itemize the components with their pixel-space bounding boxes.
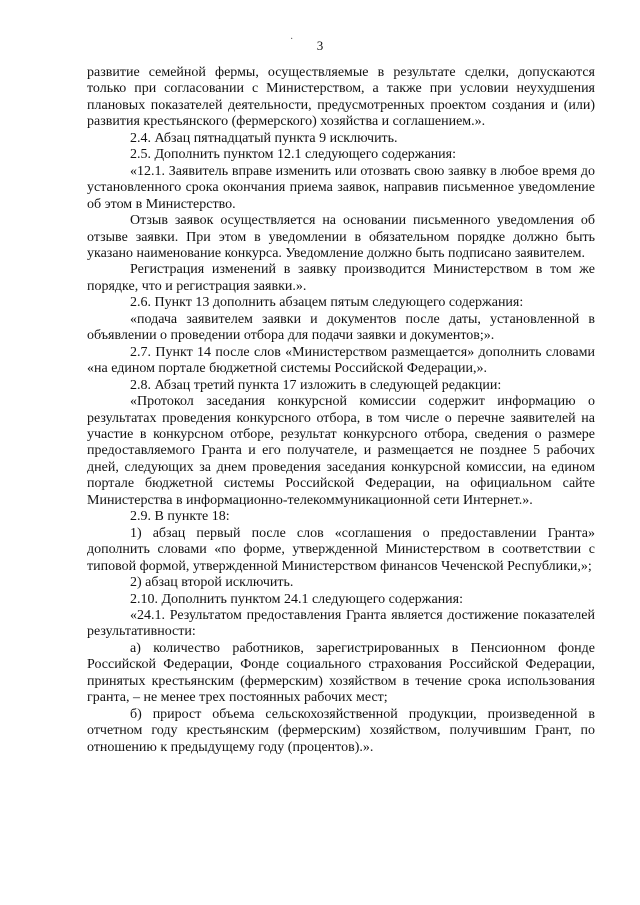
paragraph-18: б) прирост объема сельскохозяйственной продукции, произведенной в отчетном году крестьянским (фермерским) хозяйством, получившим Грант, по отношению к предыдущему году (процентов).». [87,706,595,755]
paragraph-7: 2.6. Пункт 13 дополнить абзацем пятым следующего содержания: [130,295,524,311]
paragraph-6: Регистрация изменений в заявку производится Министерством в том же порядке, что и регистрация заявки.». [87,262,595,294]
paragraph-4: «12.1. Заявитель вправе изменить или отозвать свою заявку в любое время до установленного срока окончания приема заявок, направив письменное уведомление об этом в Министерство. [87,163,595,212]
scan-dot: · [290,34,294,45]
paragraph-11: «Протокол заседания конкурсной комиссии содержит информацию о результатах проведения конкурсного отбора, в том числе о перечне заявителей на участие в конкурсном отборе, результат конкурсного отбора, сведения о размере предоставляемого Гранта и его получателе, и размещается не позднее 5 рабочих дней, следующих за днем проведения заседания конкурсной комиссии, на едином портале бюджетной системы Российской Федерации, на официальном сайте Министерства в информационно-телекоммуникационной сети Интернет.». [87,394,595,508]
paragraph-13: 1) абзац первый после слов «соглашения о предоставлении Гранта» дополнить словами «по форме, утвержденной Министерством в соответствии с типовой формой, утвержденной Министерством финансов Чеченской Республики,»; [87,525,595,574]
paragraph-10: 2.8. Абзац третий пункта 17 изложить в следующей редакции: [130,377,502,393]
paragraph-8: «подача заявителем заявки и документов после даты, установленной в объявлении о проведении отбора для подачи заявки и документов;». [87,311,595,344]
paragraph-9: 2.7. Пункт 14 после слов «Министерством размещается» дополнить словами «на едином портале бюджетной системы Российской Федерации,». [87,344,595,377]
paragraph-3: 2.5. Дополнить пунктом 12.1 следующего содержания: [130,147,457,163]
paragraph-16: «24.1. Результатом предоставления Гранта является достижение показателей результативности: [87,607,595,640]
paragraph-15: 2.10. Дополнить пунктом 24.1 следующего содержания: [130,591,464,607]
paragraph-17: а) количество работников, зарегистрированных в Пенсионном фонде Российской Федерации, Фонде социального страхования Российской Федерации, принятых крестьянским (фермерским) хозяйством в течение срока использования гранта, – не менее трех постоянных рабочих мест; [87,640,595,706]
paragraph-5: Отзыв заявок осуществляется на основании письменного уведомления об отзыве заявки. При этом в уведомлении в обязательном порядке должно быть указано наименование конкурса. Уведомление должно быть подписано заявителем. [87,213,595,261]
paragraph-12: 2.9. В пункте 18: [130,509,230,525]
page-number: 3 [316,38,324,53]
paragraph-2: 2.4. Абзац пятнадцатый пункта 9 исключить. [130,130,398,146]
paragraph-1: развитие семейной фермы, осуществляемые в результате сделки, допускаются только при согласовании с Министерством, а также при условии неухудшения плановых показателей деятельности, предусмотренных проектом создания и (или) развития крестьянского (фермерского) хозяйства и соглашением.». [87,65,595,130]
document-body [87,65,595,756]
paragraph-14: 2) абзац второй исключить. [130,575,294,591]
